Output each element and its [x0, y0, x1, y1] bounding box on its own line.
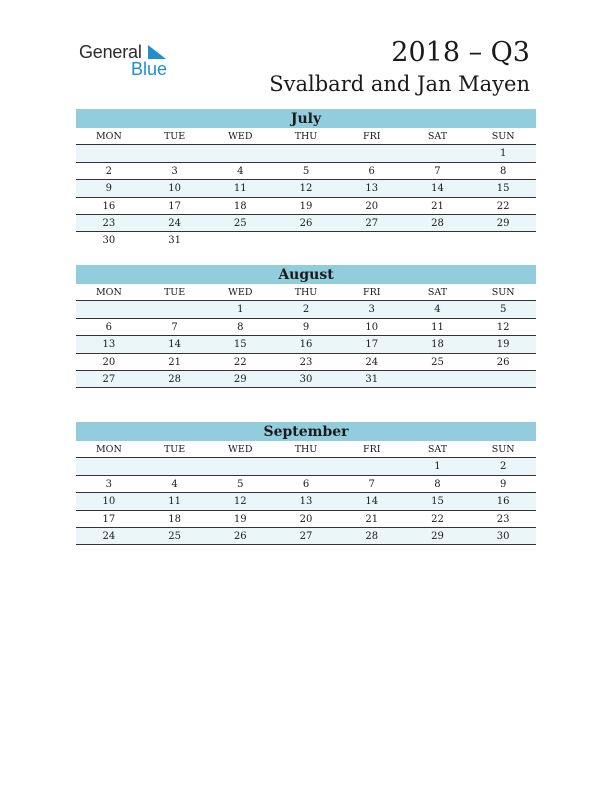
day-cell: 17 — [168, 200, 181, 212]
page-subtitle: Svalbard and Jan Mayen — [269, 72, 530, 96]
day-cell: 11 — [431, 321, 444, 333]
week-row — [76, 145, 536, 162]
day-cell: 14 — [365, 496, 379, 508]
day-cell: 2 — [499, 461, 507, 473]
day-cell: 4 — [171, 478, 178, 490]
day-cell: 27 — [365, 217, 379, 229]
day-cell: 10 — [365, 321, 379, 333]
day-cell: 19 — [233, 513, 247, 525]
day-cell: 27 — [299, 530, 313, 542]
day-cell: 19 — [496, 339, 510, 351]
day-cell: 19 — [299, 200, 313, 212]
day-cell — [405, 145, 471, 161]
day-cell: 21 — [168, 356, 181, 368]
day-cell: 6 — [368, 165, 375, 177]
day-cell: 16 — [102, 200, 116, 212]
month-name: July — [76, 109, 536, 128]
week-row — [76, 232, 536, 249]
weekday-label: MON — [76, 128, 142, 145]
day-cell: 23 — [299, 356, 313, 368]
page-title: 2018 – Q3 — [391, 37, 530, 68]
day-cell — [405, 232, 471, 249]
day-cell: 18 — [431, 339, 444, 351]
day-cell: 22 — [431, 513, 444, 525]
month-august — [76, 265, 536, 388]
day-cell: 29 — [233, 373, 247, 385]
day-cell: 1 — [237, 304, 244, 316]
day-cell: 3 — [171, 165, 178, 177]
day-cell: 24 — [102, 530, 116, 542]
day-cell — [470, 232, 536, 249]
weekday-label: FRI — [339, 284, 405, 301]
weekday-header-row — [76, 284, 536, 301]
day-cell: 3 — [105, 478, 113, 490]
day-cell: 8 — [499, 165, 507, 177]
week-row — [76, 198, 536, 215]
week-row — [76, 301, 536, 318]
day-cell: 16 — [496, 496, 510, 508]
week-row — [76, 511, 536, 528]
weekday-label: MON — [76, 284, 142, 301]
day-cell — [273, 145, 339, 161]
weekday-label: THU — [273, 441, 339, 458]
week-row — [76, 493, 536, 510]
day-cell: 26 — [233, 530, 247, 542]
day-cell: 2 — [302, 304, 310, 316]
day-cell: 9 — [302, 321, 310, 333]
day-cell: 14 — [431, 183, 444, 195]
day-cell: 7 — [171, 321, 178, 333]
logo-word-general: General — [79, 42, 142, 62]
day-cell: 13 — [299, 496, 313, 508]
day-cell: 29 — [431, 530, 444, 542]
day-cell — [207, 458, 273, 474]
logo-word-blue: Blue — [131, 59, 168, 79]
weekday-label: SAT — [405, 284, 471, 301]
day-cell: 9 — [499, 478, 507, 490]
day-cell: 30 — [299, 373, 313, 385]
weekday-header-row — [76, 441, 536, 458]
day-cell: 11 — [168, 496, 181, 508]
weekday-label: FRI — [339, 128, 405, 145]
weekday-label: FRI — [339, 441, 405, 458]
day-cell: 23 — [102, 217, 116, 229]
weekday-label: SUN — [470, 284, 536, 301]
day-cell: 26 — [496, 356, 510, 368]
weekday-header-row — [76, 128, 536, 145]
week-row — [76, 354, 536, 371]
day-cell: 30 — [496, 530, 510, 542]
weekday-label: THU — [273, 128, 339, 145]
weekday-label: WED — [207, 441, 273, 458]
day-cell: 23 — [496, 513, 510, 525]
generalblue-logo — [79, 42, 189, 82]
day-cell: 13 — [365, 183, 379, 195]
weekday-label: SAT — [405, 128, 471, 145]
week-row — [76, 163, 536, 180]
day-cell — [273, 232, 339, 249]
day-cell: 7 — [434, 165, 441, 177]
week-row — [76, 458, 536, 475]
week-row — [76, 371, 536, 388]
day-cell: 1 — [499, 148, 507, 160]
month-september — [76, 422, 536, 545]
week-row — [76, 476, 536, 493]
weekday-label: TUE — [142, 128, 208, 145]
day-cell: 5 — [237, 478, 244, 490]
weekday-label: TUE — [142, 441, 208, 458]
day-cell: 10 — [168, 183, 181, 195]
day-cell: 14 — [168, 339, 181, 351]
day-cell — [142, 301, 208, 317]
day-cell — [339, 458, 405, 474]
weekday-label: WED — [207, 284, 273, 301]
day-cell: 21 — [365, 513, 379, 525]
day-cell: 12 — [233, 496, 247, 508]
day-cell — [405, 371, 471, 387]
week-row — [76, 215, 536, 232]
week-row — [76, 180, 536, 197]
day-cell — [339, 145, 405, 161]
day-cell: 6 — [105, 321, 113, 333]
day-cell: 18 — [233, 200, 247, 212]
day-cell: 24 — [168, 217, 181, 229]
day-cell: 20 — [365, 200, 379, 212]
weekday-label: MON — [76, 441, 142, 458]
day-cell: 18 — [168, 513, 181, 525]
day-cell — [76, 145, 142, 161]
day-cell: 25 — [431, 356, 444, 368]
weekday-label: SUN — [470, 441, 536, 458]
day-cell: 10 — [102, 496, 116, 508]
day-cell: 8 — [237, 321, 244, 333]
day-cell: 17 — [102, 513, 116, 525]
day-cell: 25 — [233, 217, 247, 229]
week-row — [76, 336, 536, 353]
day-cell — [470, 371, 536, 387]
logo-triangle-icon — [148, 45, 166, 59]
day-cell — [142, 458, 208, 474]
day-cell — [142, 145, 208, 161]
day-cell: 16 — [299, 339, 313, 351]
day-cell: 28 — [168, 373, 181, 385]
day-cell — [207, 232, 273, 249]
day-cell: 20 — [299, 513, 313, 525]
day-cell: 2 — [105, 165, 113, 177]
day-cell: 4 — [237, 165, 244, 177]
day-cell: 28 — [431, 217, 444, 229]
month-name: August — [76, 265, 536, 284]
day-cell: 20 — [102, 356, 116, 368]
day-cell: 15 — [496, 183, 510, 195]
day-cell: 26 — [299, 217, 313, 229]
day-cell: 22 — [233, 356, 247, 368]
day-cell: 21 — [431, 200, 444, 212]
month-july — [76, 109, 536, 250]
day-cell — [273, 458, 339, 474]
day-cell: 8 — [434, 478, 441, 490]
day-cell: 7 — [368, 478, 375, 490]
day-cell: 1 — [434, 461, 441, 473]
day-cell: 17 — [365, 339, 379, 351]
day-cell: 27 — [102, 373, 116, 385]
day-cell — [339, 232, 405, 249]
day-cell: 15 — [431, 496, 444, 508]
day-cell: 25 — [168, 530, 181, 542]
day-cell: 29 — [496, 217, 510, 229]
day-cell — [76, 301, 142, 317]
week-row — [76, 528, 536, 545]
day-cell: 12 — [299, 183, 313, 195]
day-cell — [76, 458, 142, 474]
day-cell: 24 — [365, 356, 379, 368]
day-cell: 3 — [368, 304, 375, 316]
weekday-label: WED — [207, 128, 273, 145]
day-cell: 9 — [105, 183, 113, 195]
day-cell: 12 — [496, 321, 510, 333]
day-cell: 11 — [233, 183, 247, 195]
day-cell: 28 — [365, 530, 379, 542]
weekday-label: SAT — [405, 441, 471, 458]
day-cell: 31 — [168, 235, 181, 247]
weekday-label: TUE — [142, 284, 208, 301]
week-row — [76, 319, 536, 336]
month-name: September — [76, 422, 536, 441]
day-cell: 6 — [302, 478, 310, 490]
day-cell: 15 — [233, 339, 247, 351]
day-cell: 4 — [434, 304, 441, 316]
weekday-label: SUN — [470, 128, 536, 145]
day-cell: 5 — [302, 165, 310, 177]
day-cell: 22 — [496, 200, 510, 212]
weekday-label: THU — [273, 284, 339, 301]
day-cell — [207, 145, 273, 161]
day-cell: 30 — [102, 235, 116, 247]
day-cell: 5 — [499, 304, 507, 316]
day-cell: 31 — [365, 373, 379, 385]
day-cell: 13 — [102, 339, 116, 351]
